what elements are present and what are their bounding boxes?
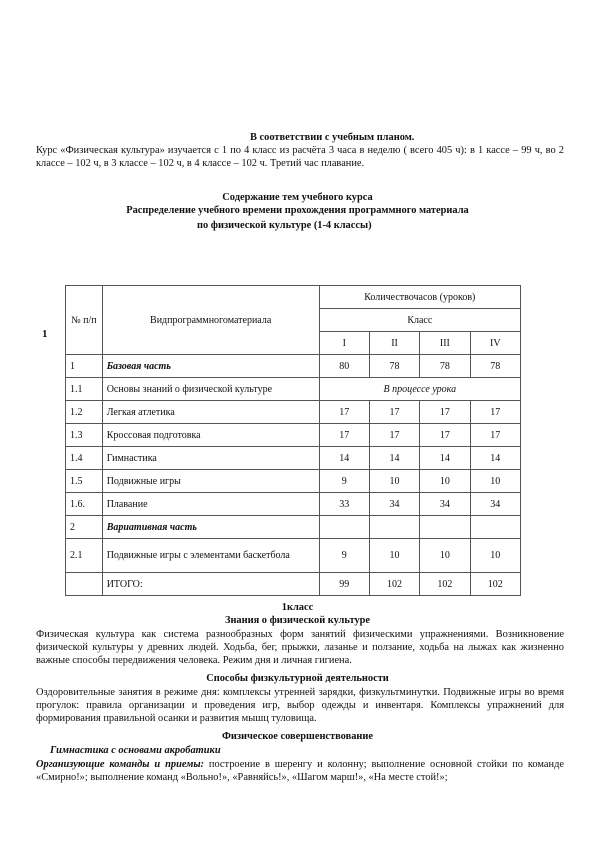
row-name: Подвижные игры с элементами баскетбола <box>102 539 319 573</box>
row-name: Базовая часть <box>102 355 319 378</box>
row-value: 34 <box>369 493 419 516</box>
row-name: Основы знаний о физической культуре <box>102 378 319 401</box>
header-num: № п/п <box>66 286 103 355</box>
row-value: 17 <box>319 424 369 447</box>
table-row <box>66 493 521 516</box>
row-value: 17 <box>470 401 520 424</box>
content-title: Содержание тем учебного курса <box>222 192 373 203</box>
row-value: 10 <box>369 539 419 573</box>
row-value <box>369 516 419 539</box>
row-num: 2.1 <box>66 539 103 573</box>
header-material: Видпрограммногоматериала <box>102 286 319 355</box>
row-num: 1.1 <box>66 378 103 401</box>
improvement-title: Физическое совершенствование <box>221 731 374 742</box>
row-value: 34 <box>420 493 470 516</box>
knowledge-text: Физическая культура как система разнообразных форм занятий физическими упражнениями. Возникновение физической культуры у древних людей. Ходьба, бег, прыжки, лазанье и ползание, ходьба на лыжах как жизненно важные способы передвижения человека. Режим дня и личная гигиена. <box>36 629 564 666</box>
row-value: 17 <box>420 424 470 447</box>
table-row <box>66 447 521 470</box>
row-value: 78 <box>369 355 419 378</box>
row-name: Легкая атлетика <box>102 401 319 424</box>
row-num: 1.3 <box>66 424 103 447</box>
row-value: 9 <box>319 470 369 493</box>
row-merged-note: В процессе урока <box>319 378 520 401</box>
row-value <box>420 516 470 539</box>
row-num: 1.6. <box>66 493 103 516</box>
row-value: 10 <box>470 470 520 493</box>
grade-heading: 1класс <box>281 602 314 613</box>
row-value: 17 <box>319 401 369 424</box>
row-value: 14 <box>470 447 520 470</box>
row-value <box>319 516 369 539</box>
header-class: Класс <box>319 309 520 332</box>
row-value: 10 <box>369 470 419 493</box>
row-value: 17 <box>369 424 419 447</box>
row-value: 78 <box>470 355 520 378</box>
row-value: 14 <box>319 447 369 470</box>
row-num: 1.4 <box>66 447 103 470</box>
row-value: 102 <box>369 573 419 596</box>
drill-paragraph <box>36 758 564 784</box>
methods-text: Оздоровительные занятия в режиме дня: комплексы утренней зарядки, физкультминутки. Подвижные игры во время прогулок: правила организации и проведения игр, выбор одежды и инвентаря. Комплексы упражнений для формирования правильной осанки и развития мышц туловища. <box>36 687 564 724</box>
header-hours: Количествочасов (уроков) <box>319 286 520 309</box>
row-value: 80 <box>319 355 369 378</box>
table-row <box>66 355 521 378</box>
methods-title: Способы физкультурной деятельности <box>206 673 389 684</box>
drill-label: Организующие команды и приемы: <box>36 759 205 770</box>
table-row <box>66 378 521 401</box>
table-row <box>66 573 521 596</box>
row-value: 99 <box>319 573 369 596</box>
row-value <box>470 516 520 539</box>
table-row <box>66 516 521 539</box>
row-value: 33 <box>319 493 369 516</box>
row-name: ИТОГО: <box>102 573 319 596</box>
row-num: 2 <box>66 516 103 539</box>
margin-number: 1 <box>42 328 48 340</box>
row-value: 10 <box>420 539 470 573</box>
table-row <box>66 401 521 424</box>
row-value: 34 <box>470 493 520 516</box>
row-value: 102 <box>470 573 520 596</box>
header-grade-4: IV <box>470 332 520 355</box>
row-value: 14 <box>369 447 419 470</box>
table-row <box>66 539 521 573</box>
distribution-title-1: Распределение учебного времени прохождения программного материала <box>126 205 469 216</box>
row-name: Гимнастика <box>102 447 319 470</box>
distribution-title-2: по физической культуре (1-4 классы) <box>197 220 372 231</box>
course-plan-line: В соответствии с учебным планом. <box>250 132 415 143</box>
row-value: 10 <box>470 539 520 573</box>
row-num: 1 <box>66 355 103 378</box>
curriculum-table <box>65 285 521 596</box>
row-value: 17 <box>369 401 419 424</box>
row-num <box>66 573 103 596</box>
row-num: 1.2 <box>66 401 103 424</box>
table-row <box>66 470 521 493</box>
header-grade-2: II <box>369 332 419 355</box>
row-value: 17 <box>470 424 520 447</box>
row-num: 1.5 <box>66 470 103 493</box>
row-value: 10 <box>420 470 470 493</box>
knowledge-title: Знания о физической культуре <box>224 615 371 626</box>
row-name: Подвижные игры <box>102 470 319 493</box>
gymnastics-title: Гимнастика с основами акробатики <box>50 745 221 756</box>
row-value: 102 <box>420 573 470 596</box>
course-intro: Курс «Физическая культура» изучается с 1 по 4 класс из расчёта 3 часа в неделю ( всего 405 ч): в 1 кассе – 99 ч, во 2 классе – 102 ч, в 3 классе – 102 ч, в 4 классе – 102 ч. Третий час плавание. <box>36 145 564 169</box>
row-value: 78 <box>420 355 470 378</box>
header-grade-1: I <box>319 332 369 355</box>
row-value: 14 <box>420 447 470 470</box>
row-value: 17 <box>420 401 470 424</box>
table-row <box>66 424 521 447</box>
header-grade-3: III <box>420 332 470 355</box>
row-name: Вариативная часть <box>102 516 319 539</box>
drill-text: построение в шеренгу и колонну; выполнение основной стойки по команде «Смирно!»; выполнение команд «Вольно!», «Равняйсь!», «Шагом марш!», «На месте стой!»; <box>36 759 565 783</box>
row-name: Кроссовая подготовка <box>102 424 319 447</box>
row-name: Плавание <box>102 493 319 516</box>
row-value: 9 <box>319 539 369 573</box>
